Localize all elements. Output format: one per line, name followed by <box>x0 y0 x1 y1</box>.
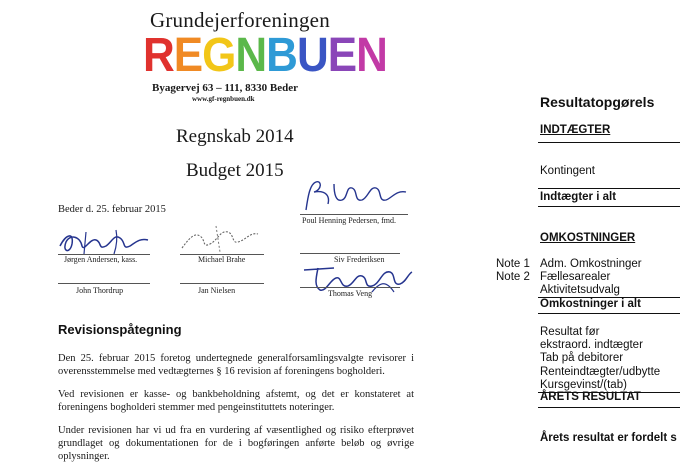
association-website: www.gf-regnbuen.dk <box>192 95 255 103</box>
section-rule <box>538 313 680 314</box>
logo-letter: N <box>356 28 387 82</box>
logo-letter: B <box>266 28 297 82</box>
document-subtitle: Budget 2015 <box>186 160 284 181</box>
expenses-total-label: Omkostninger i alt <box>540 298 641 310</box>
contingent-label: Kontingent <box>540 165 595 177</box>
signatory-name: Poul Henning Pedersen, fmd. <box>302 216 396 225</box>
price-gain-label: Kursgevinst/(tab) <box>540 379 627 391</box>
debtor-loss-label: Tab på debitorer <box>540 352 624 364</box>
signature-brahe-icon <box>176 222 266 256</box>
expenses-heading: OMKOSTNINGER <box>540 232 636 244</box>
audit-paragraph: Den 25. februar 2015 foretog undertegnede generalforsamlingsvalgte revisorer i overensstemmelse med vedtægternes § 16 revision af foreningens bogholderi. <box>58 353 414 377</box>
signature-line <box>300 287 400 288</box>
signatory-name: Michael Brahe <box>198 255 246 264</box>
logo-letter: N <box>235 28 267 82</box>
signatory-name: John Thordrup <box>76 286 124 295</box>
signature-line <box>300 253 400 254</box>
income-statement-title: Resultatopgørels <box>540 94 655 110</box>
note-label: Note 2 <box>496 271 530 283</box>
signatory-name: Thomas Veng <box>328 289 373 298</box>
signatory-name: Siv Frederiksen <box>334 255 385 264</box>
extraordinary-label: ekstraord. indtægter <box>540 339 643 351</box>
logo-letter: G <box>202 28 236 82</box>
result-before-label: Resultat før <box>540 326 600 338</box>
signature-pedersen-icon <box>300 176 412 216</box>
income-statement-page <box>470 0 680 454</box>
year-result-label: ÅRETS RESULTAT <box>540 391 641 403</box>
audit-heading: Revisionspåtegning <box>58 322 182 337</box>
distribution-label: Årets resultat er fordelt s <box>540 432 677 444</box>
signatory-name: Jan Nielsen <box>198 286 236 295</box>
section-rule <box>538 206 680 207</box>
adm-costs-label: Adm. Omkostninger <box>540 258 642 270</box>
income-heading: INDTÆGTER <box>540 124 611 136</box>
logo-letter: R <box>143 28 174 82</box>
regnbuen-logo <box>143 28 387 83</box>
document-title: Regnskab 2014 <box>176 126 294 147</box>
activity-committee-label: Aktivitetsudvalg <box>540 284 620 296</box>
signature-line <box>300 214 408 215</box>
association-name: Grundejerforeningen <box>150 8 330 32</box>
signature-line <box>58 283 150 284</box>
audit-paragraph: Ved revisionen er kasse- og bankbeholdning afstemt, og det er konstateret at foreningens bogholderi stemmer med pengeinstituttets noteringer. <box>58 389 414 413</box>
signatory-name: Jørgen Andersen, kass. <box>64 255 138 264</box>
signature-line <box>180 283 264 284</box>
interest-label: Renteindtægter/udbytte <box>540 366 661 378</box>
section-rule <box>538 407 680 408</box>
section-rule <box>538 188 680 189</box>
place-date: Beder d. 25. februar 2015 <box>58 204 166 215</box>
logo-letter: U <box>296 28 328 82</box>
association-address: Byagervej 63 – 111, 8330 Beder <box>152 82 299 94</box>
audit-paragraph: Under revisionen har vi ud fra en vurdering af væsentlighed og risiko efterprøvet grundlaget og dokumentationen for de i bogføringen anførte beløb og øvrige oplysninger. <box>58 425 414 462</box>
common-areas-label: Fællesarealer <box>540 271 611 283</box>
note-label: Note 1 <box>496 258 530 270</box>
logo-letter: E <box>173 28 203 82</box>
income-total-label: Indtægter i alt <box>540 191 617 203</box>
section-rule <box>538 142 680 143</box>
logo-letter: E <box>327 28 357 82</box>
